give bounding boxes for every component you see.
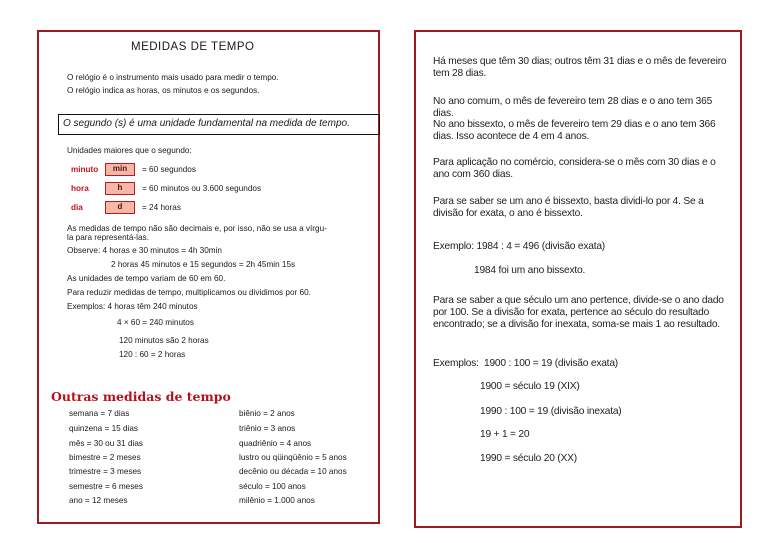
century-rule: Para se saber a que século um ano pertence, divide-se o ano dado por 100. Se a divisão for exata, pertence ao século do resultado encontrado; se a divisão for inexata, soma-se mais 1 ao resultado. [433, 295, 724, 330]
other-measure-item: quinzena = 15 dias [69, 424, 138, 433]
unit-equiv-dia: = 24 horas [142, 203, 181, 212]
other-measure-item: quadriênio = 4 anos [239, 439, 312, 448]
other-measure-item: século = 100 anos [239, 482, 306, 491]
other-measures-title: Outras medidas de tempo [51, 389, 231, 404]
example-leap-year-conclusion: 1984 foi um ano bissexto. [474, 265, 586, 276]
other-measure-item: decênio ou década = 10 anos [239, 467, 347, 476]
other-measure-item: milênio = 1.000 anos [239, 496, 315, 505]
unit-name-dia: dia [71, 203, 83, 212]
century-example: 1990 = século 20 (XX) [480, 453, 577, 464]
highlight-box: O segundo (s) é uma unidade fundamental na medida de tempo. [58, 114, 380, 135]
note-line: 120 : 60 = 2 horas [119, 350, 186, 359]
century-example: 1900 : 100 = 19 (divisão exata) [484, 358, 618, 369]
unit-symbol-min: min [105, 163, 135, 176]
note-line: la para representá-las. [67, 233, 149, 242]
other-measure-item: semana = 7 dias [69, 409, 130, 418]
note-line: Observe: 4 horas e 30 minutos = 4h 30min [67, 246, 222, 255]
paragraph: Para aplicação no comércio, considera-se o mês com 30 dias e o ano com 360 dias. [433, 157, 716, 180]
intro-line-1: O relógio é o instrumento mais usado para medir o tempo. [67, 73, 279, 82]
unit-name-minuto: minuto [71, 165, 99, 174]
other-measure-item: mês = 30 ou 31 dias [69, 439, 143, 448]
left-page [37, 30, 380, 524]
note-line: 2 horas 45 minutos e 15 segundos = 2h 45min 15s [111, 260, 296, 269]
examples-label: Exemplos: [433, 358, 479, 369]
note-line: 4 × 60 = 240 minutos [117, 318, 194, 327]
units-heading: Unidades maiores que o segundo: [67, 146, 192, 155]
other-measure-item: triênio = 3 anos [239, 424, 296, 433]
other-measure-item: biênio = 2 anos [239, 409, 295, 418]
note-line: As medidas de tempo não são decimais e, por isso, não se usa a vírgu- [67, 224, 327, 233]
other-measure-item: trimestre = 3 meses [69, 467, 142, 476]
right-page [414, 30, 742, 528]
unit-equiv-minuto: = 60 segundos [142, 165, 196, 174]
example-leap-year: Exemplo: 1984 : 4 = 496 (divisão exata) [433, 241, 606, 252]
paragraph: Para se saber se um ano é bissexto, basta dividi-lo por 4. Se a divisão for exata, o ano é bissexto. [433, 196, 704, 219]
other-measure-item: semestre = 6 meses [69, 482, 143, 491]
unit-name-hora: hora [71, 184, 89, 193]
century-example: 1900 = século 19 (XIX) [480, 381, 580, 392]
note-line: Para reduzir medidas de tempo, multiplicamos ou dividimos por 60. [67, 288, 311, 297]
century-example: 1990 : 100 = 19 (divisão inexata) [480, 406, 622, 417]
century-example: 19 + 1 = 20 [480, 429, 530, 440]
note-line: Exemplos: 4 horas têm 240 minutos [67, 302, 198, 311]
paragraph: Há meses que têm 30 dias; outros têm 31 dias e o mês de fevereiro tem 28 dias. [433, 56, 727, 79]
other-measure-item: bimestre = 2 meses [69, 453, 141, 462]
note-line: As unidades de tempo variam de 60 em 60. [67, 274, 226, 283]
unit-equiv-hora: = 60 minutos ou 3.600 segundos [142, 184, 262, 193]
unit-symbol-h: h [105, 182, 135, 195]
intro-line-2: O relógio indica as horas, os minutos e os segundos. [67, 86, 260, 95]
other-measure-item: lustro ou qüinqüênio = 5 anos [239, 453, 347, 462]
other-measure-item: ano = 12 meses [69, 496, 128, 505]
note-line: 120 minutos são 2 horas [119, 336, 209, 345]
page-title: MEDIDAS DE TEMPO [131, 41, 255, 53]
paragraph: No ano comum, o mês de fevereiro tem 28 dias e o ano tem 365 dias. [433, 96, 713, 119]
paragraph: No ano bissexto, o mês de fevereiro tem 29 dias e o ano tem 366 dias. Isso acontece de 4 em 4 anos. [433, 119, 716, 142]
unit-symbol-d: d [105, 201, 135, 214]
